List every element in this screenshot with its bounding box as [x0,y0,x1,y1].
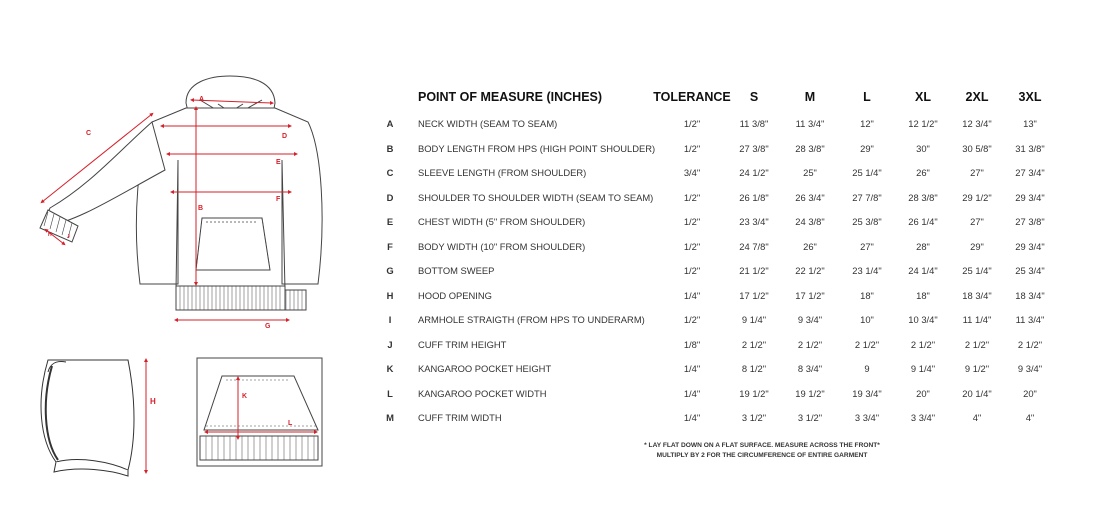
cell-s: 9 1/4" [741,314,767,325]
cell-xxxl: 31 3/8" [1015,142,1045,154]
cell-name: BODY LENGTH FROM HPS (HIGH POINT SHOULDER) [418,142,656,154]
cell-tol: 1/4" [683,412,701,423]
cell-xl: 20" [916,387,930,399]
table-row [380,333,1100,358]
cell-m: 26" [803,240,817,252]
label-k: K [242,393,248,400]
cell-tol: 1/2" [683,191,701,203]
cell-name: SHOULDER TO SHOULDER WIDTH (SEAM TO SEAM) [418,191,654,203]
cell-xxl: 27" [970,167,984,178]
cell-s: 24 7/8" [739,240,769,252]
cell-xxxl: 29 3/4" [1015,191,1045,203]
cell-name: HOOD OPENING [418,289,492,301]
cell-name: BODY WIDTH (10" FROM SHOULDER) [418,240,586,252]
cell-m: 2 1/2" [797,338,823,350]
cell-m: 26 3/4" [795,191,825,203]
cell-name: CUFF TRIM WIDTH [418,412,502,423]
cell-s: 19 1/2" [739,387,769,399]
cell-xl: 24 1/4" [908,265,938,276]
cell-s: 23 3/4" [739,216,769,227]
cell-name: CUFF TRIM HEIGHT [418,338,507,350]
cell-l: 27 7/8" [852,191,882,203]
table-row [380,186,1100,211]
cell-letter: K [386,363,394,374]
cell-letter: F [387,240,393,252]
cell-xxl: 20 1/4" [962,387,992,399]
header-size-xl: XL [915,90,931,104]
cell-m: 8 3/4" [797,363,823,374]
cell-xxxl: 9 3/4" [1017,363,1043,374]
cell-letter: E [386,216,394,227]
cell-s: 11 3/8" [739,118,769,129]
table-row [380,308,1100,333]
cell-xxxl: 27 3/8" [1015,216,1045,227]
cell-s: 26 1/8" [739,191,769,203]
cell-xxxl: 13" [1023,118,1037,129]
table-row [380,284,1100,309]
measurement-note [600,441,924,461]
cell-xxl: 11 1/4" [962,314,992,325]
cell-xxl: 29 1/2" [962,191,992,203]
hoodie-illustration [0,0,380,524]
cell-m: 11 3/4" [795,118,825,129]
table-row [380,259,1100,284]
cell-letter: M [386,412,394,423]
label-e: E [276,159,281,166]
cell-xxxl: 18 3/4" [1015,289,1045,301]
cell-letter: D [386,191,394,203]
cell-l: 19 3/4" [852,387,882,399]
header-size-s: S [749,90,759,104]
cell-m: 3 1/2" [797,412,823,423]
cell-name: SLEEVE LENGTH (FROM SHOULDER) [418,167,587,178]
cell-letter: I [388,314,392,325]
cell-m: 22 1/2" [795,265,825,276]
cell-m: 17 1/2" [795,289,825,301]
cell-tol: 1/2" [683,265,701,276]
note-line-2: MULTIPLY BY 2 FOR THE CIRCUMFERENCE OF ENTIRE GARMENT [656,452,868,459]
table-row [380,161,1100,186]
cell-xxl: 12 3/4" [962,118,992,129]
cell-l: 10" [860,314,874,325]
cell-l: 18" [860,289,874,301]
table-body [380,112,1100,431]
cell-m: 28 3/8" [795,142,825,154]
cell-xxl: 2 1/2" [964,338,990,350]
cell-xxl: 25 1/4" [962,265,992,276]
cell-l: 12" [860,118,874,129]
cell-l: 25 3/8" [852,216,882,227]
cell-xxxl: 4" [1025,412,1035,423]
cell-name: NECK WIDTH (SEAM TO SEAM) [418,118,558,129]
cell-xl: 12 1/2" [908,118,938,129]
cell-xl: 18" [916,289,930,301]
cell-m: 19 1/2" [795,387,825,399]
cell-s: 27 3/8" [739,142,769,154]
cell-xxl: 30 5/8" [962,142,992,154]
cell-xxxl: 20" [1023,387,1037,399]
cell-l: 2 1/2" [854,338,880,350]
cell-l: 9 [864,363,870,374]
cell-s: 8 1/2" [741,363,767,374]
cell-xxl: 29" [970,240,984,252]
hoodie-front-drawing [40,76,322,310]
label-j: J [67,234,70,240]
label-h: H [150,397,156,406]
cell-xxl: 27" [970,216,984,227]
label-d: D [282,133,288,140]
cell-xl: 28 3/8" [908,191,938,203]
label-c: C [86,130,92,137]
hood-side-drawing [41,360,134,476]
header-point-of-measure: POINT OF MEASURE (INCHES) [418,90,603,104]
cell-tol: 1/2" [683,118,701,129]
cell-xl: 2 1/2" [910,338,936,350]
cell-tol: 1/2" [683,216,701,227]
cell-l: 25 1/4" [852,167,882,178]
pocket-detail-drawing [197,358,322,466]
table-row [380,406,1100,431]
cell-xxxl: 25 3/4" [1015,265,1045,276]
cell-letter: G [386,265,394,276]
header-size-l: L [863,90,871,104]
cell-s: 17 1/2" [739,289,769,301]
cell-m: 25" [803,167,817,178]
table-header [380,86,1100,112]
header-size-2xl: 2XL [965,90,989,104]
cell-name: ARMHOLE STRAIGTH (FROM HPS TO UNDERARM) [418,314,645,325]
cell-xxxl: 2 1/2" [1017,338,1043,350]
cell-name: KANGAROO POCKET HEIGHT [418,363,552,374]
header-size-3xl: 3XL [1018,90,1042,104]
label-g: G [265,323,271,330]
cell-xxl: 4" [972,412,982,423]
table-row [380,382,1100,407]
cell-tol: 1/4" [683,387,701,399]
cell-letter: L [387,387,393,399]
cell-xxxl: 27 3/4" [1015,167,1045,178]
cell-letter: C [386,167,394,178]
cell-xxl: 18 3/4" [962,289,992,301]
label-b: B [198,205,204,212]
label-l: L [288,420,293,427]
cell-xl: 10 3/4" [908,314,938,325]
table-row [380,357,1100,382]
cell-l: 27" [860,240,874,252]
cell-xxl: 9 1/2" [964,363,990,374]
cell-l: 23 1/4" [852,265,882,276]
cell-xl: 3 3/4" [910,412,936,423]
cell-s: 24 1/2" [739,167,769,178]
cell-xl: 26" [916,167,930,178]
cell-tol: 1/2" [683,314,701,325]
size-chart-table [380,86,1100,431]
cell-s: 21 1/2" [739,265,769,276]
cell-name: KANGAROO POCKET WIDTH [418,387,547,399]
cell-xxxl: 11 3/4" [1015,314,1045,325]
cell-letter: A [386,118,394,129]
cell-xl: 9 1/4" [910,363,936,374]
cell-tol: 1/8" [683,338,701,350]
header-tolerance: TOLERANCE [653,90,731,104]
cell-tol: 3/4" [683,167,701,178]
cell-xl: 28" [916,240,930,252]
cell-tol: 1/4" [683,363,701,374]
note-line-1: * LAY FLAT DOWN ON A FLAT SURFACE. MEASURE ACROSS THE FRONT* [644,442,880,449]
label-i: H [48,232,52,238]
table-row [380,137,1100,162]
cell-name: BOTTOM SWEEP [418,265,495,276]
cell-s: 3 1/2" [741,412,767,423]
cell-l: 3 3/4" [854,412,880,423]
cell-tol: 1/4" [683,289,701,301]
cell-name: CHEST WIDTH (5" FROM SHOULDER) [418,216,586,227]
cell-m: 9 3/4" [797,314,823,325]
table-row [380,210,1100,235]
label-a: A [199,96,205,103]
cell-letter: J [387,338,393,350]
cell-letter: B [386,142,394,154]
cell-tol: 1/2" [683,142,701,154]
cell-xl: 26 1/4" [908,216,938,227]
table-row [380,235,1100,260]
header-size-m: M [804,90,816,104]
cell-s: 2 1/2" [741,338,767,350]
cell-xxxl: 29 3/4" [1015,240,1045,252]
label-f: F [276,196,281,203]
cell-xl: 30" [916,142,930,154]
cell-letter: H [386,289,394,301]
cell-m: 24 3/8" [795,216,825,227]
cell-l: 29" [860,142,874,154]
cell-tol: 1/2" [683,240,701,252]
table-row [380,112,1100,137]
